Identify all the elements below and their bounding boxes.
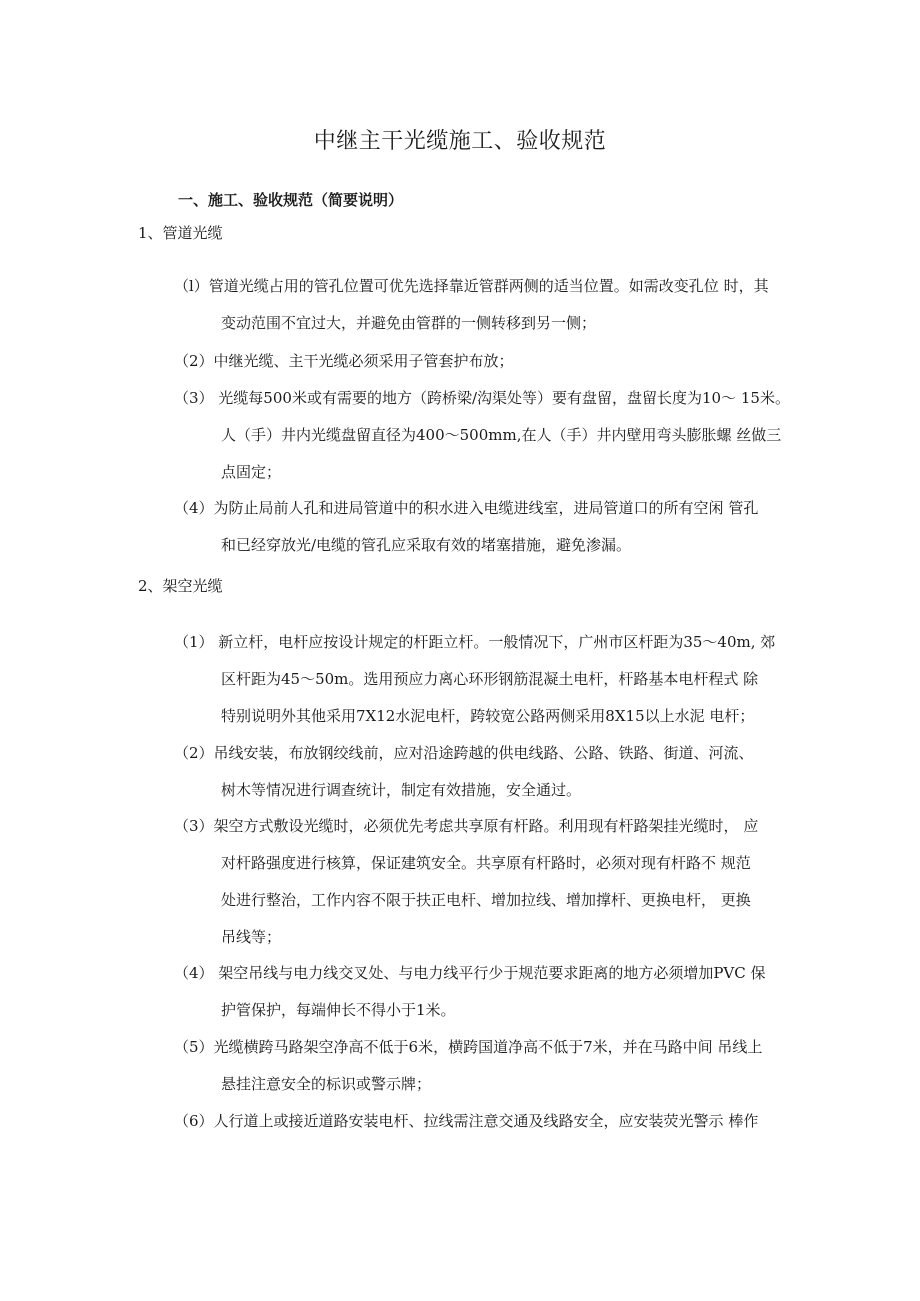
item-line: 悬挂注意安全的标识或警示牌；	[221, 1075, 432, 1093]
item-line: 变动范围不宜过大，并避免由管群的一侧转移到另一侧；	[221, 314, 597, 332]
item-line: 人（手）井内光缆盘留直径为400～500mm,在人（手）井内壁用弯头膨胀螺 丝做三	[221, 426, 782, 444]
list-item	[174, 735, 754, 809]
subsection-label-pipeline: 1、管道光缆	[138, 224, 223, 242]
item-line: （6）人行道上或接近道路安装电杆、拉线需注意交通及线路安全，应安装荧光警示 棒作	[174, 1112, 759, 1130]
item-line: （3） 光缆每500米或有需要的地方（跨桥梁/沟渠处等）要有盘留，盘留长度为10～ 15米。	[174, 389, 790, 407]
item-line: 和已经穿放光/电缆的管孔应采取有效的堵塞措施，避免渗漏。	[221, 536, 632, 554]
item-line: 区杆距为45～50m。选用预应力离心环形钢筋混凝土电杆，杆路基本电杆程式 除	[221, 670, 759, 688]
item-line: 吊线等；	[221, 928, 282, 946]
item-line: （3）架空方式敷设光缆时，必须优先考虑共享原有杆路。利用现有杆路架挂光缆时， 应	[174, 817, 759, 835]
item-line: （2）吊线安装，布放钢绞线前，应对沿途跨越的供电线路、公路、铁路、街道、河流、	[174, 744, 754, 762]
list-item	[174, 624, 775, 735]
item-line: （4）为防止局前人孔和进局管道中的积水进入电缆进线室，进局管道口的所有空闲 管孔	[174, 499, 759, 517]
item-line: 处进行整治，工作内容不限于扶正电杆、增加拉线、增加撑杆、更换电杆， 更换	[221, 891, 751, 909]
subsection-label-aerial: 2、架空光缆	[138, 577, 223, 595]
item-line: （2）中继光缆、主干光缆必须采用子管套护布放；	[174, 352, 514, 370]
list-item	[174, 1029, 762, 1103]
list-item	[174, 343, 514, 380]
item-line: （l）管道光缆占用的管孔位置可优先选择靠近管群两侧的适当位置。如需改变孔位 时，其	[174, 277, 769, 295]
item-line: 护管保护，每端伸长不得小于1米。	[221, 1001, 456, 1019]
item-line: 特别说明外其他采用7X12水泥电杆，跨较宽公路两侧采用8X15以上水泥 电杆；	[221, 707, 755, 725]
list-item	[174, 490, 758, 564]
item-line: （5）光缆横跨马路架空净高不低于6米，横跨国道净高不低于7米，并在马路中间 吊线上	[174, 1038, 763, 1056]
item-line: （4） 架空吊线与电力线交叉处、与电力线平行少于规范要求距离的地方必须增加PVC 保	[174, 964, 766, 982]
item-line: 对杆路强度进行核算，保证建筑安全。共享原有杆路时，必须对现有杆路不 规范	[221, 854, 751, 872]
list-item	[174, 955, 766, 1029]
page-title: 中继主干光缆施工、验收规范	[313, 129, 607, 154]
list-item	[174, 808, 758, 956]
list-item	[174, 268, 769, 342]
item-line: （1） 新立杆，电杆应按设计规定的杆距立杆。一般情况下，广州市区杆距为35～40m, 郊	[174, 633, 776, 651]
item-line: 树木等情况进行调查统计，制定有效措施，安全通过。	[221, 781, 582, 799]
list-item	[174, 380, 790, 491]
list-item	[174, 1103, 758, 1140]
section-heading: 一、施工、验收规范（简要说明）	[178, 191, 404, 209]
item-line: 点固定；	[221, 463, 282, 481]
